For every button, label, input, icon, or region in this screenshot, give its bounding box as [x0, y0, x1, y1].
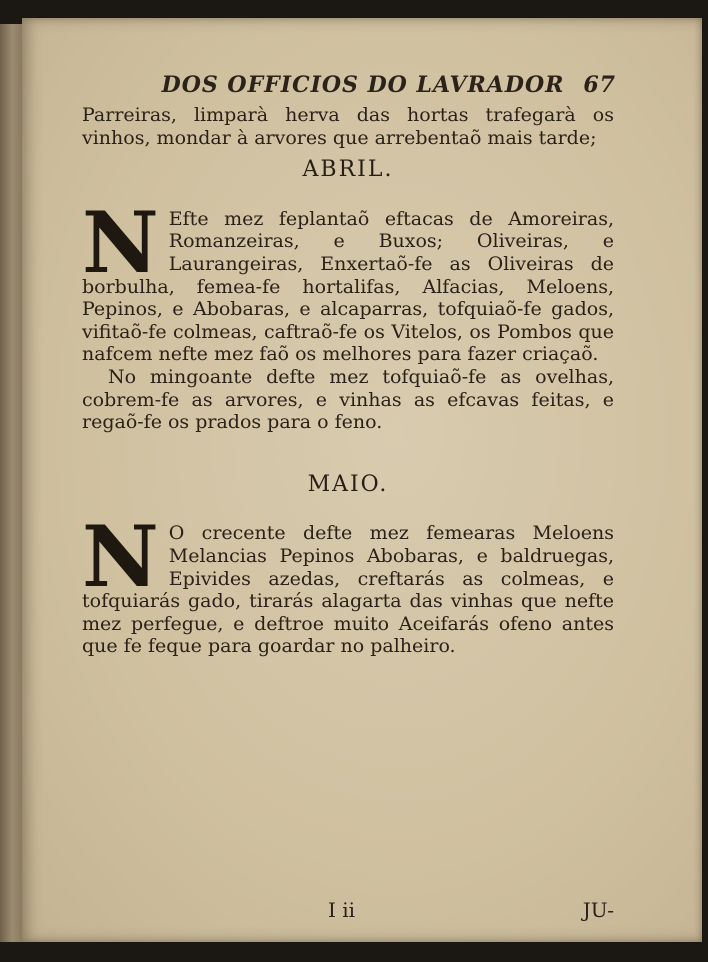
page-footer [82, 898, 614, 922]
intro-text: Parreiras, limparà herva das hortas trafegarà os vinhos, mondar à arvores que arrebentaõ mais tarde; [82, 104, 614, 149]
page-content [82, 74, 614, 658]
previous-page-edge [0, 24, 23, 942]
abril-paragraph-1 [82, 192, 614, 366]
page-number: 67 [583, 72, 616, 98]
maio-drop-cap: N [82, 507, 159, 607]
section-heading-abril: ABRIL. [302, 157, 394, 183]
book-page [22, 18, 702, 942]
maio-paragraph-1-text: O crecente defte mez femearas Meloens Melancias Pepinos Abobaras, e baldruegas, Epivides azedas, creftarás as colmeas, e tofquiarás gado, tirarás alagarta das vinhas que nefte mez perfegue, e deftroe muito Aceifarás ofeno antes que fe feque para goardar no palheiro. [82, 522, 614, 658]
signature-mark: I ii [328, 898, 356, 922]
running-head [82, 74, 614, 100]
catchword: JU- [582, 898, 614, 922]
abril-paragraph-2: No mingoante defte mez tofquiaõ-fe as ovelhas, cobrem-fe as arvores, e vinhas as efcavas feitas, e regaõ-fe os prados para o feno. [82, 365, 614, 434]
section-heading-maio: MAIO. [307, 471, 389, 497]
abril-drop-cap: N [82, 192, 159, 292]
maio-paragraph-1 [82, 507, 614, 658]
running-head-title: DOS OFFICIOS DO LAVRADOR [161, 72, 565, 98]
abril-paragraph-1-text: Efte mez feplantaõ eftacas de Amoreiras, Romanzeiras, e Buxos; Oliveiras, e Laurangeiras, Enxertaõ-fe as Oliveiras de borbulha, femea-fe hortalifas, Alfacias, Meloens, Pepinos, e Abobaras, e alcaparras, tofquiaõ-fe gados, vifitaõ-fe colmeas, caftraõ-fe os Vitelos, os Pombos que nafcem nefte mez faõ os melhores para fazer criaçaõ. [82, 207, 614, 366]
